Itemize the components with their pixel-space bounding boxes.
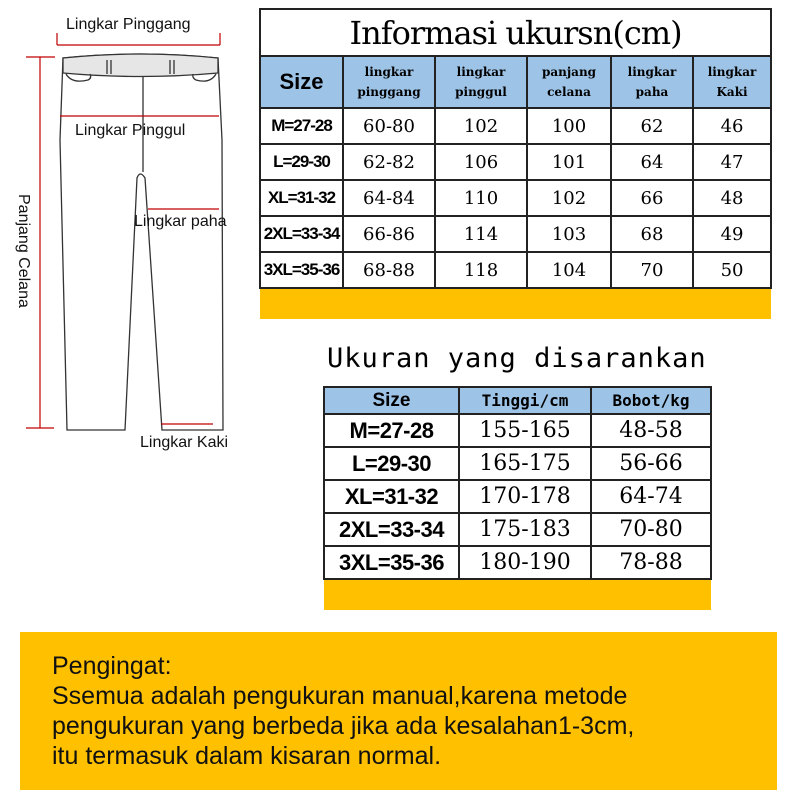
value-cell: 68-88 bbox=[343, 252, 435, 288]
value-cell: 101 bbox=[527, 144, 611, 180]
note-heading: Pengingat: bbox=[52, 652, 172, 680]
table-row bbox=[260, 252, 771, 288]
table-row bbox=[324, 546, 711, 579]
value-cell: 48 bbox=[693, 180, 771, 216]
value-cell: 110 bbox=[435, 180, 527, 216]
size-cell: L=29-30 bbox=[260, 144, 343, 180]
header-row bbox=[260, 56, 771, 108]
value-cell: 49 bbox=[693, 216, 771, 252]
column-header: lingkar pinggang bbox=[343, 56, 435, 108]
table-row bbox=[260, 180, 771, 216]
note-line: pengukuran yang berbeda jika ada kesalahan1-3cm, bbox=[52, 712, 635, 740]
column-header: lingkar pinggul bbox=[435, 56, 527, 108]
value-cell: 64-74 bbox=[591, 480, 711, 513]
table-row bbox=[324, 414, 711, 447]
value-cell: 50 bbox=[693, 252, 771, 288]
value-cell: 62 bbox=[611, 108, 693, 144]
value-cell: 175-183 bbox=[459, 513, 591, 546]
size-cell: M=27-28 bbox=[260, 108, 343, 144]
value-cell: 78-88 bbox=[591, 546, 711, 579]
note-line: itu termasuk dalam kisaran normal. bbox=[52, 742, 442, 770]
size-cell: L=29-30 bbox=[324, 447, 459, 480]
table-row bbox=[260, 108, 771, 144]
recommend-table-title: Ukuran yang disarankan bbox=[327, 343, 707, 374]
value-cell: 64-84 bbox=[343, 180, 435, 216]
value-cell: 56-66 bbox=[591, 447, 711, 480]
note-line: Ssemua adalah pengukuran manual,karena metode bbox=[52, 682, 628, 710]
value-cell: 114 bbox=[435, 216, 527, 252]
value-cell: 62-82 bbox=[343, 144, 435, 180]
header-row bbox=[324, 387, 711, 414]
value-cell: 103 bbox=[527, 216, 611, 252]
hem-label: Lingkar Kaki bbox=[140, 434, 229, 451]
value-cell: 100 bbox=[527, 108, 611, 144]
value-cell: 102 bbox=[435, 108, 527, 144]
length-label: Panjang Celana bbox=[15, 194, 32, 308]
value-cell: 118 bbox=[435, 252, 527, 288]
waist-label: Lingkar Pinggang bbox=[66, 16, 191, 33]
recommend-table bbox=[323, 386, 712, 610]
value-cell: 46 bbox=[693, 108, 771, 144]
table-row bbox=[324, 447, 711, 480]
size-cell: 3XL=35-36 bbox=[324, 546, 459, 579]
size-cell: XL=31-32 bbox=[324, 480, 459, 513]
column-header: lingkar Kaki bbox=[693, 56, 771, 108]
value-cell: 155-165 bbox=[459, 414, 591, 447]
value-cell: 64 bbox=[611, 144, 693, 180]
value-cell: 170-178 bbox=[459, 480, 591, 513]
column-header: Bobot/kg bbox=[591, 387, 711, 414]
value-cell: 66 bbox=[611, 180, 693, 216]
size-cell: 3XL=35-36 bbox=[260, 252, 343, 288]
value-cell: 180-190 bbox=[459, 546, 591, 579]
value-cell: 106 bbox=[435, 144, 527, 180]
yellow-bar bbox=[260, 288, 771, 319]
size-cell: 2XL=33-34 bbox=[324, 513, 459, 546]
table-row bbox=[260, 144, 771, 180]
column-header: Size bbox=[324, 387, 459, 414]
size-info-table bbox=[259, 8, 772, 319]
reminder-note bbox=[20, 632, 777, 790]
table-row bbox=[324, 513, 711, 546]
value-cell: 165-175 bbox=[459, 447, 591, 480]
column-header: lingkar paha bbox=[611, 56, 693, 108]
hip-label: Lingkar Pinggul bbox=[75, 122, 186, 139]
size-cell: 2XL=33-34 bbox=[260, 216, 343, 252]
size-cell: XL=31-32 bbox=[260, 180, 343, 216]
value-cell: 104 bbox=[527, 252, 611, 288]
table-row bbox=[324, 480, 711, 513]
column-header: panjang celana bbox=[527, 56, 611, 108]
value-cell: 70 bbox=[611, 252, 693, 288]
value-cell: 47 bbox=[693, 144, 771, 180]
table-row bbox=[260, 216, 771, 252]
value-cell: 102 bbox=[527, 180, 611, 216]
value-cell: 66-86 bbox=[343, 216, 435, 252]
column-header: Tinggi/cm bbox=[459, 387, 591, 414]
yellow-bar bbox=[324, 579, 711, 610]
value-cell: 70-80 bbox=[591, 513, 711, 546]
thigh-label: Lingkar paha bbox=[134, 213, 227, 230]
value-cell: 60-80 bbox=[343, 108, 435, 144]
value-cell: 48-58 bbox=[591, 414, 711, 447]
size-cell: M=27-28 bbox=[324, 414, 459, 447]
size-table-title: Informasi ukursn(cm) bbox=[260, 9, 771, 56]
value-cell: 68 bbox=[611, 216, 693, 252]
column-header: Size bbox=[260, 56, 343, 108]
